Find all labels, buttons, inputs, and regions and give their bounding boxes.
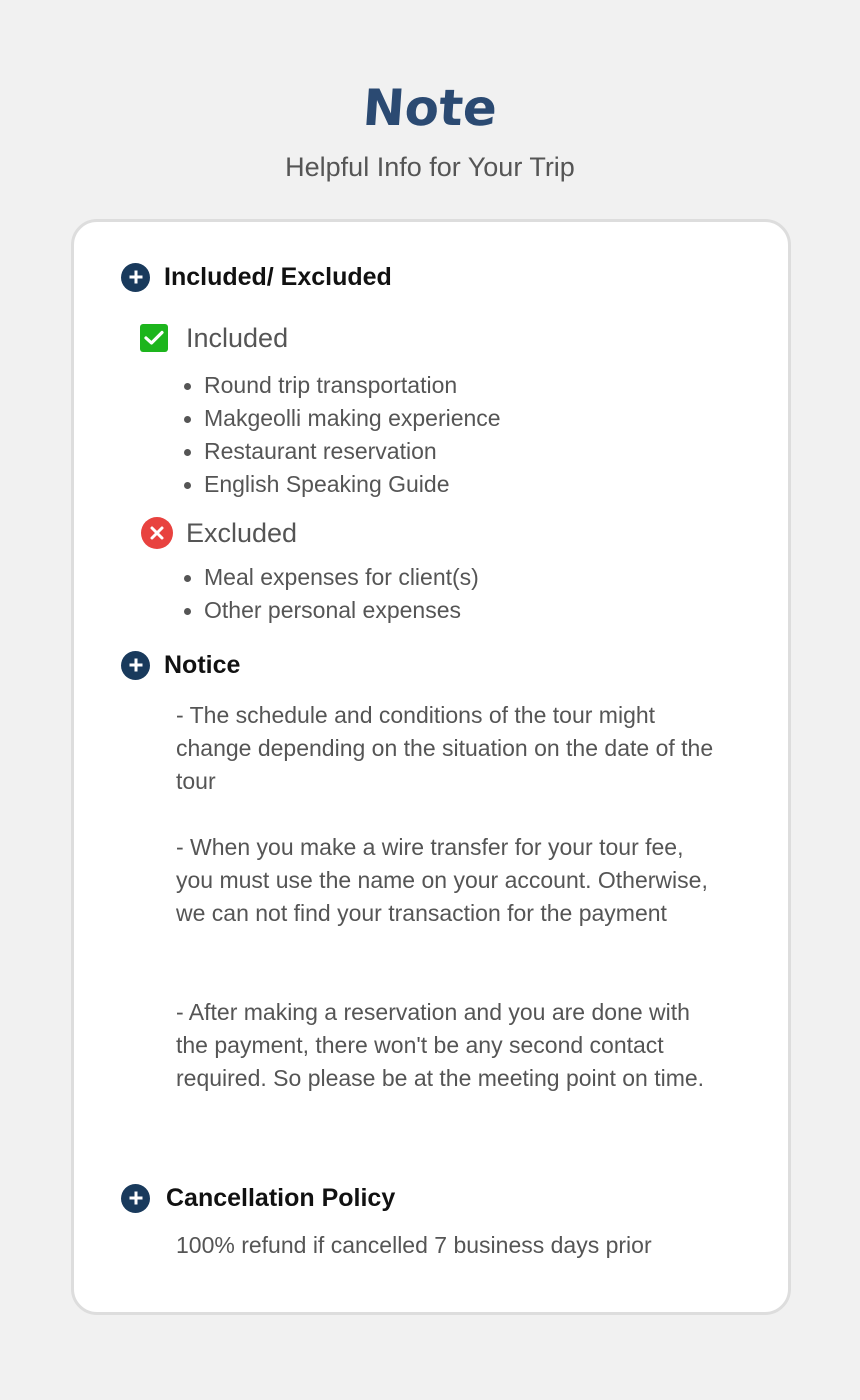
plus-circle-icon: [121, 263, 150, 292]
included-list: [184, 369, 501, 501]
cancellation-text: 100% refund if cancelled 7 business days prior: [176, 1232, 652, 1258]
page-title: Note: [360, 79, 500, 137]
page-subtitle: Helpful Info for Your Trip: [285, 152, 575, 182]
plus-circle-icon: [121, 651, 150, 680]
excluded-header: [141, 517, 297, 549]
excluded-list: [184, 561, 479, 627]
list-item: Meal expenses for client(s): [184, 561, 479, 594]
plus-circle-icon: [121, 1184, 150, 1213]
notice-paragraph: - When you make a wire transfer for your tour fee, you must use the name on your account. Otherwise, we can not find your transaction for the payment: [176, 834, 708, 926]
included-header: [140, 322, 288, 354]
section-title: Cancellation Policy: [166, 1184, 396, 1212]
section-notice-header: [121, 650, 240, 680]
section-cancellation-header: [121, 1183, 395, 1213]
notice-paragraph: - After making a reservation and you are done with the payment, there won't be any second contact required. So please be at the meeting point on time.: [176, 999, 705, 1091]
section-title: Included/ Excluded: [164, 263, 392, 291]
list-item: Round trip transportation: [184, 369, 501, 402]
section-included-excluded-header: [121, 262, 392, 292]
check-icon: [140, 324, 168, 352]
list-item: English Speaking Guide: [184, 468, 501, 501]
list-item: Makgeolli making experience: [184, 402, 501, 435]
close-circle-icon: [141, 517, 173, 549]
list-item: Restaurant reservation: [184, 435, 501, 468]
section-title: Notice: [164, 651, 241, 679]
excluded-label: Excluded: [186, 518, 298, 548]
info-card: [71, 219, 791, 1315]
included-label: Included: [186, 323, 289, 353]
notice-paragraph: - The schedule and conditions of the tour might change depending on the situation on the date of the tour: [176, 702, 714, 794]
list-item: Other personal expenses: [184, 594, 479, 627]
